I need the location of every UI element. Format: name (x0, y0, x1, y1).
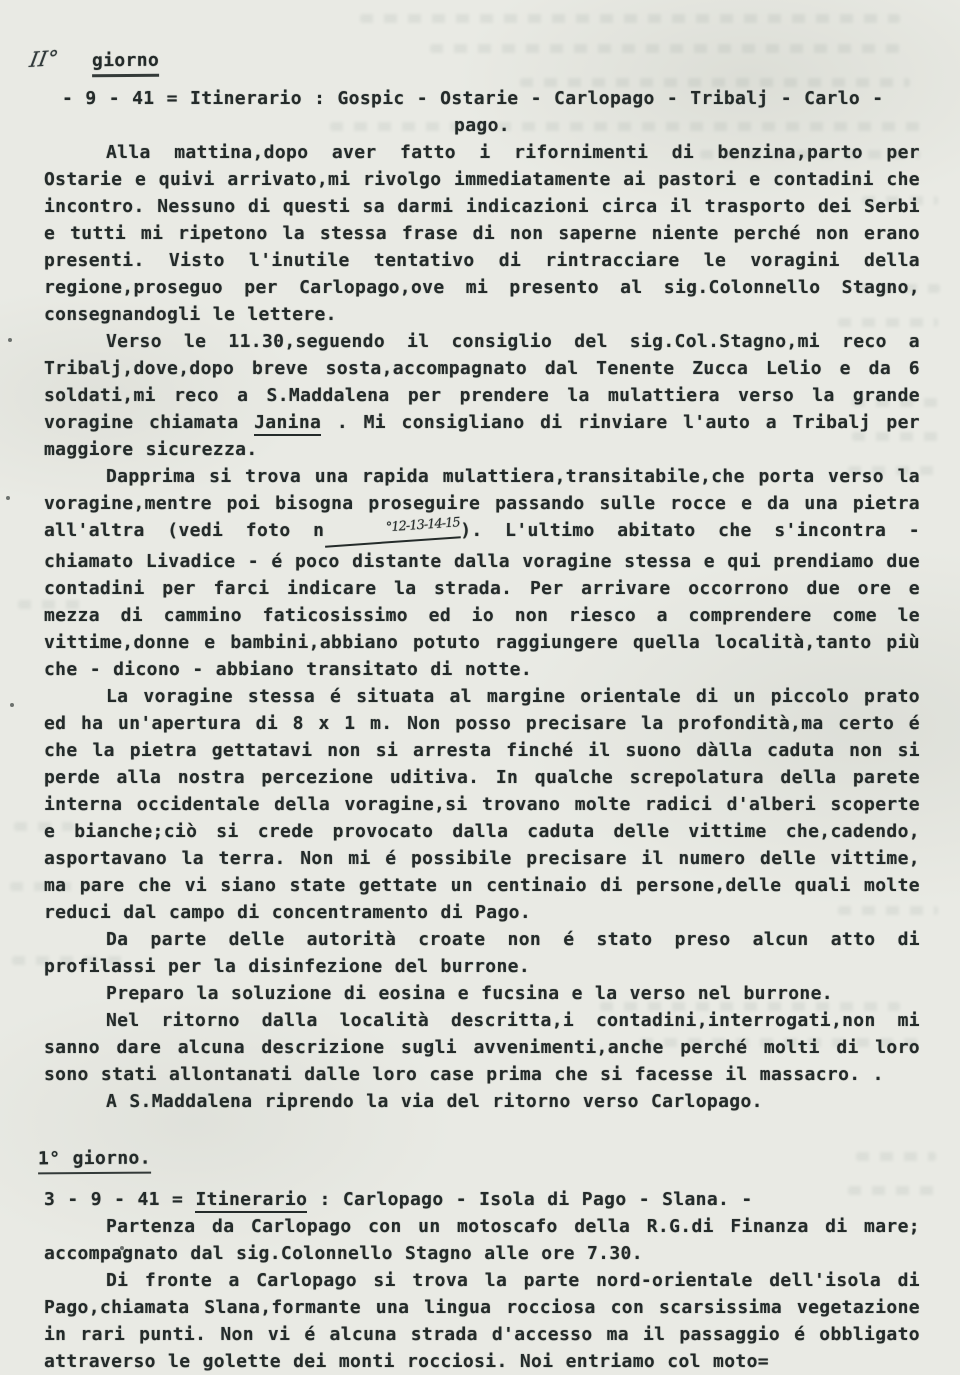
day2-heading-numeral-handwritten: II° (27, 46, 61, 72)
day2-paragraph-3-text: Dapprima si trova una rapida mulattiera,transitabile,che porta verso la voragine,mentre poi bisogna proseguire passando sulle rocce e da una pietra all'altra (vedi foto n (44, 466, 920, 541)
underlined-place-name: Janina (254, 412, 321, 436)
day2-paragraph-2 (44, 328, 920, 463)
day2-paragraph-1: Alla mattina,dopo aver fatto i rifornimenti di benzina,parto per Ostarie e quivi arrivato,mi rivolgo immediatamente ai pastori e contadini che incontro. Nessuno di questi sa darmi indicazioni circa il trasporto dei Serbi e tutti mi ripetono la stessa frase di non saperne niente perché non erano presenti. Visto l'inutile tentativo di rintracciare le voragini della regione,proseguo per Carlopago,ove mi presento al sig.Colonnello Stagno, consegnandogli le lettere. (44, 142, 920, 325)
day3-heading: 1° giorno. (38, 1145, 151, 1175)
day3-itinerary-line (44, 1186, 920, 1213)
day2-paragraph-2-text: Verso le 11.30,seguendo il consiglio del sig.Col.Stagno,mi reco a Tribalj,dove,dopo breve sosta,accompagnato dal Tenente Zucca Lelio e da 6 soldati,mi reco a S.Maddalena per prendere la mulattiera verso la grande voragine chiamata (44, 331, 920, 433)
day3-itinerary-date: 3 - 9 - 41 = (44, 1189, 196, 1210)
day2-itinerary-line1: - 9 - 41 = Itinerario : Gospic - Ostarie - Carlopago - Tribalj - Carlo - (62, 88, 884, 109)
day2-paragraph-2-text: . Mi consigliano di rinviare l'auto a Tribalj per maggiore sicurezza. (44, 412, 920, 460)
day2-paragraph-4: La voragine stessa é situata al margine orientale di un piccolo prato ed ha un'apertura di 8 x 1 m. Non posso precisare la profondità,ma certo é che la pietra gettatavi non si arresta finché il suono dàlla caduta non si perde alla nostra percezione uditiva. In qualche screpolatura della parete interna occidentale della voragine,si trovano molte radici d'alberi scoperte e bianche;ciò si crede provocato dalla caduta delle vittime che,cadendo, asportavano la terra. Non mi é possibile precisare il numero delle vittime, ma pare che vi siano state gettate un centinaio di persone,delle quali molte reduci dal campo di concentramento di Pago. (44, 686, 920, 923)
day2-paragraph-6: Preparo la soluzione di eosina e fucsina e la verso nel burrone. (106, 983, 833, 1004)
day2-heading-word: giorno (92, 47, 159, 77)
day2-heading (27, 46, 920, 77)
day2-itinerary-line2: pago. (454, 115, 510, 136)
day3-itinerary-rest: : Carlopago - Isola di Pago - Slana. - (307, 1189, 753, 1210)
day2-paragraph-3 (44, 463, 920, 683)
day3-paragraph-1: Partenza da Carlopago con un motoscafo della R.G.di Finanza di mare; accompagnato dal sig.Colonnello Stagno alle ore 7.30. (44, 1216, 920, 1264)
day3-itinerary-word-underlined: Itinerario (195, 1189, 307, 1213)
day2-paragraph-5: Da parte delle autorità croate non é stato preso alcun atto di profilassi per la disinfezione del burrone. (44, 929, 920, 977)
day3-paragraph-2: Di fronte a Carlopago si trova la parte nord-orientale dell'isola di Pago,chiamata Slana,formante una lingua rocciosa con scarsissima vegetazione in rari punti. Non vi é alcuna strada d'accesso ma il passaggio é obbligato attraverso le golette dei monti rocciosi. Noi entriamo col moto= (44, 1270, 920, 1372)
handwritten-photo-numbers: °12-13-14-15 (323, 509, 461, 547)
day2-paragraph-3-text: ). L'ultimo abitato che s'incontra - chiamato Livadice - é poco distante dalla voragine stessa e qui prendiamo due contadini per farci indicare la strada. Per arrivare occorrono due ore e mezza di cammino faticosissimo ed io non riesco a comprendere come le vittime,donne e bambini,abbiano potuto raggiungere quella località,tanto più che - dicono - abbiano transitato di notte. (44, 520, 920, 680)
day2-paragraph-8: A S.Maddalena riprendo la via del ritorno verso Carlopago. (106, 1091, 763, 1112)
day2-paragraph-7: Nel ritorno dalla località descritta,i contadini,interrogati,non mi sanno dare alcuna descrizione sugli avvenimenti,anche perché molti di loro sono stati allontanati dalle loro case prima che si facesse il massacro. . (44, 1010, 920, 1085)
